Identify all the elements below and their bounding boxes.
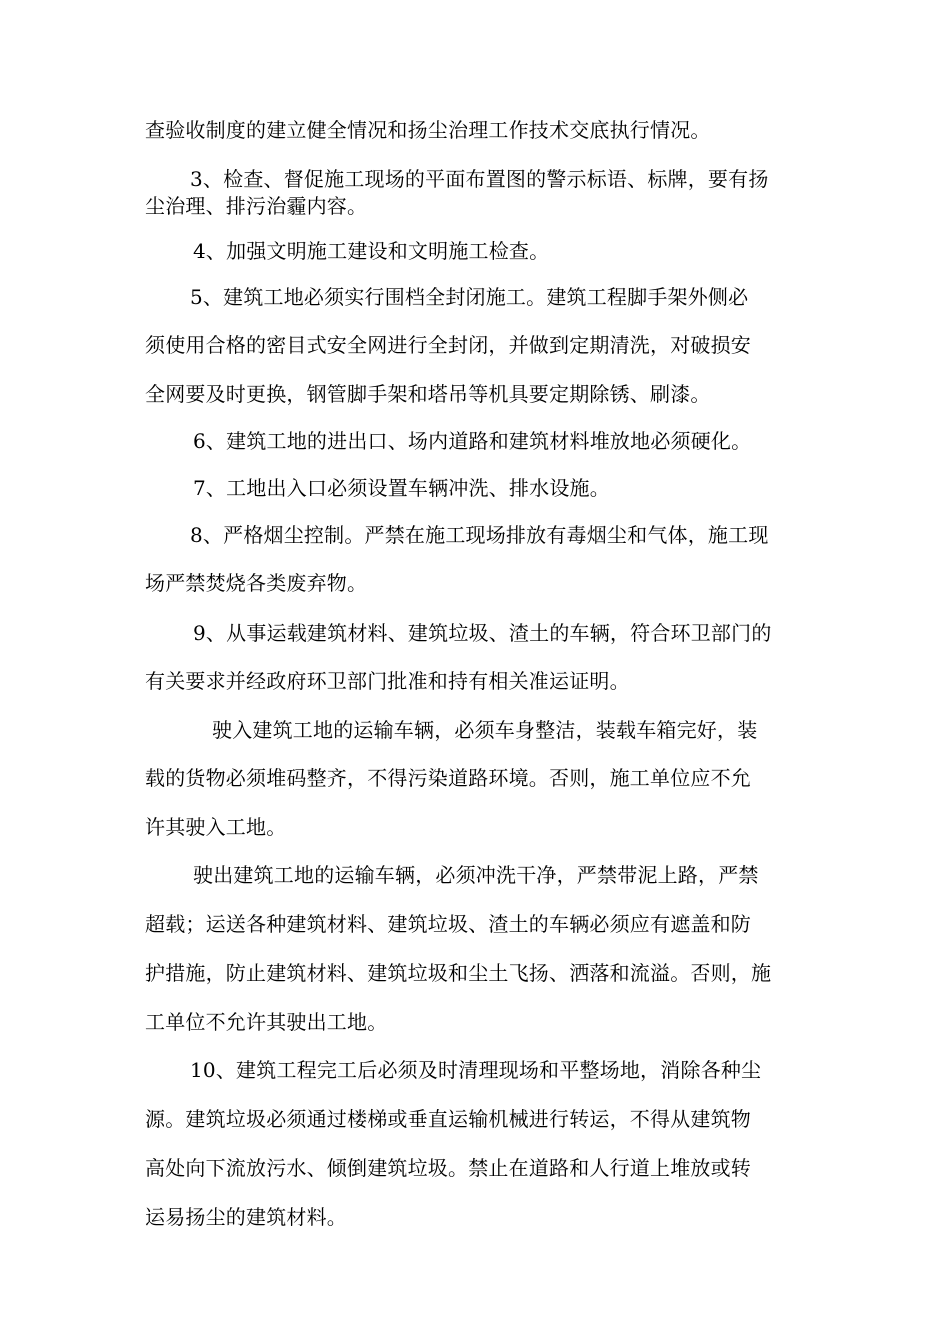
text-line: 有关要求并经政府环卫部门批准和持有相关准运证明。: [145, 669, 630, 693]
text-line: 10、建筑工程完工后必须及时清理现场和平整场地，消除各种尘: [190, 1058, 762, 1082]
text-line: 工单位不允许其驶出工地。: [145, 1010, 388, 1034]
text-line: 尘治理、排污治霾内容。: [145, 194, 368, 218]
text-line: 6、建筑工地的进出口、场内道路和建筑材料堆放地必须硬化。: [193, 429, 752, 453]
text-line: 5、建筑工地必须实行围档全封闭施工。建筑工程脚手架外侧必: [190, 285, 749, 309]
text-line: 运易扬尘的建筑材料。: [145, 1205, 347, 1229]
text-line: 载的货物必须堆码整齐，不得污染道路环境。否则，施工单位应不允: [145, 766, 751, 790]
text-line: 查验收制度的建立健全情况和扬尘治理工作技术交底执行情况。: [145, 118, 711, 142]
text-line: 超载；运送各种建筑材料、建筑垃圾、渣土的车辆必须应有遮盖和防: [145, 912, 751, 936]
text-line: 8、严格烟尘控制。严禁在施工现场排放有毒烟尘和气体，施工现: [190, 523, 769, 547]
text-line: 驶入建筑工地的运输车辆，必须车身整洁，装载车箱完好，装: [212, 718, 758, 742]
text-line: 源。建筑垃圾必须通过楼梯或垂直运输机械进行转运，不得从建筑物: [145, 1107, 751, 1131]
text-line: 须使用合格的密目式安全网进行全封闭，并做到定期清洗，对破损安: [145, 333, 751, 357]
text-line: 全网要及时更换，钢管脚手架和塔吊等机具要定期除锈、刷漆。: [145, 382, 711, 406]
text-line: 高处向下流放污水、倾倒建筑垃圾。禁止在道路和人行道上堆放或转: [145, 1156, 751, 1180]
text-line: 7、工地出入口必须设置车辆冲洗、排水设施。: [193, 476, 610, 500]
text-line: 驶出建筑工地的运输车辆，必须冲洗干净，严禁带泥上路，严禁: [193, 863, 759, 887]
text-line: 护措施，防止建筑材料、建筑垃圾和尘土飞扬、洒落和流溢。否则，施: [145, 961, 772, 985]
text-line: 3、检查、督促施工现场的平面布置图的警示标语、标牌，要有扬: [190, 167, 769, 191]
text-line: 许其驶入工地。: [145, 815, 287, 839]
text-line: 场严禁焚烧各类废弃物。: [145, 571, 368, 595]
text-line: 4、加强文明施工建设和文明施工检查。: [193, 239, 550, 263]
text-line: 9、从事运载建筑材料、建筑垃圾、渣土的车辆，符合环卫部门的: [193, 621, 772, 645]
